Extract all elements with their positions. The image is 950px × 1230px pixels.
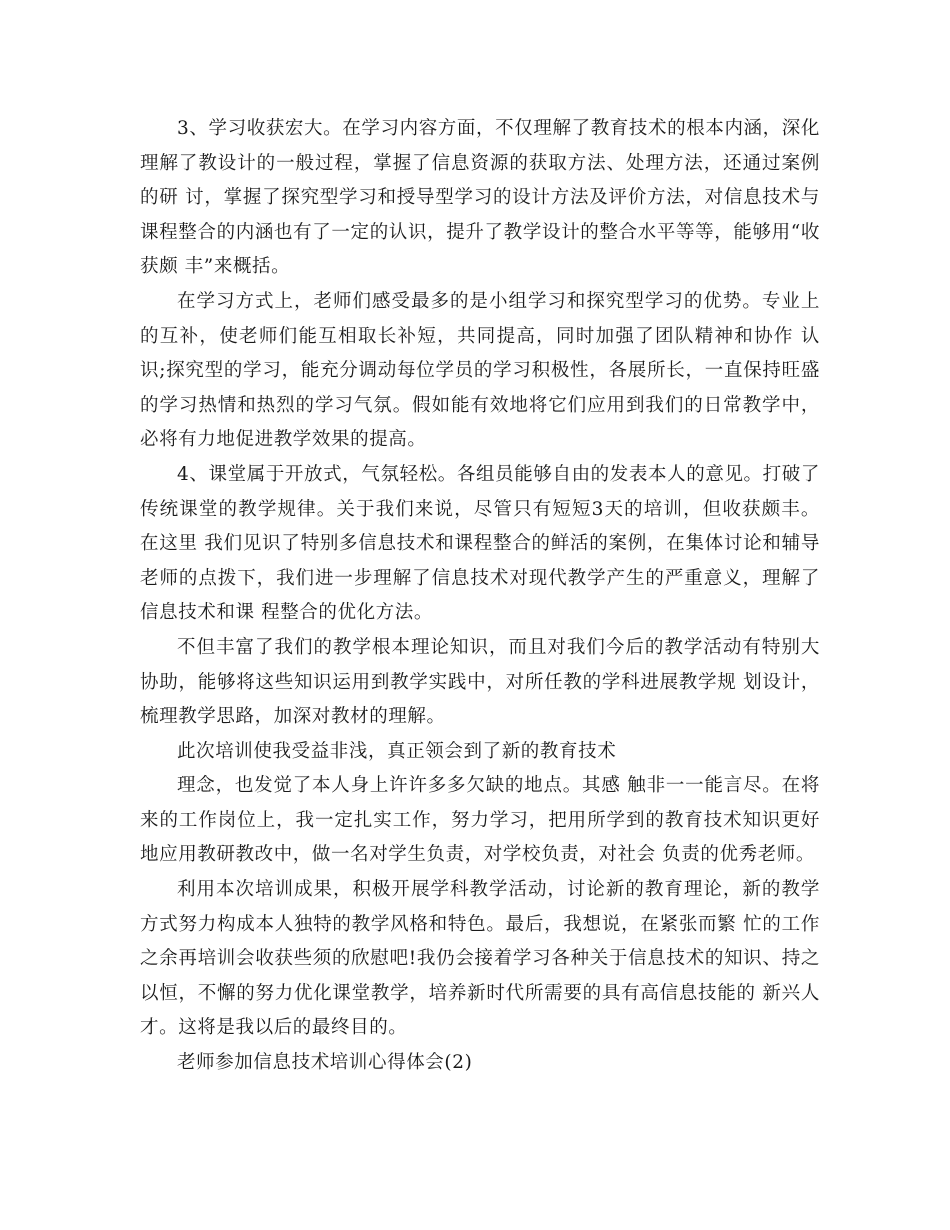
paragraph-learning-methods: 在学习方式上，老师们感受最多的是小组学习和探究型学习的优势。专业上的互补，使老师们能互相取长补短，共同提高，同时加强了团队精神和协作 认识;探究型的学习，能充分调动每位学员的学习积极性，各展所长，一直保持旺盛的学习热情和热烈的学习气氛。假如能有效地将它们应用到我们的日常教学中， 必将有力地促进教学效果的提高。: [140, 290, 820, 451]
paragraph-theory-knowledge: 不但丰富了我们的教学根本理论知识，而且对我们今后的教学活动有特别大协助，能够将这些知识运用到教学实践中，对所任教的学科进展教学规 划设计，梳理教学思路，加深对教材的理解。: [140, 636, 820, 728]
paragraph-training-benefit: 此次培训使我受益非浅，真正领会到了新的教育技术: [177, 740, 617, 762]
paragraph-concept-reflection: 理念，也发觉了本人身上许许多多欠缺的地点。其感 触非一一能言尽。在将来的工作岗位上，我一定扎实工作，努力学习，把用所学到的教育技术知识更好地应用教研教改中，做一名对学生负责，对学校负责，对社会 负责的优秀老师。: [140, 775, 820, 866]
paragraph-future-goals: 利用本次培训成果，积极开展学科教学活动，讨论新的教育理论，新的教学方式努力构成本人独特的教学风格和特色。最后，我想说，在紧张而繁 忙的工作之余再培训会收获些须的欣慰吧!我仍会接着学习各种关于信息技术的知识、持之以恒，不懈的努力优化课堂教学，培养新时代所需要的具有高信息技能的 新兴人才。这将是我以后的最终目的。: [140, 879, 820, 1039]
section-heading: 老师参加信息技术培训心得体会(2): [177, 1052, 473, 1074]
paragraph-learning-gains: 3、学习收获宏大。在学习内容方面，不仅理解了教育技术的根本内涵，深化理解了教设计的一般过程，掌握了信息资源的获取方法、处理方法，还通过案例的研 讨，掌握了探究型学习和授导型学习的设计方法及评价方法，对信息技术与课程整合的内涵也有了一定的认识，提升了教学设计的整合水平等等，能够用“收获颇 丰”来概括。: [140, 118, 820, 278]
paragraph-open-classroom: 4、课堂属于开放式，气氛轻松。各组员能够自由的发表本人的意见。打破了传统课堂的教学规律。关于我们来说，尽管只有短短3天的培训，但收获颇丰。在这里 我们见识了特别多信息技术和课程整合的鲜活的案例，在集体讨论和辅导老师的点拨下，我们进一步理解了信息技术对现代教学产生的严重意义，理解了信息技术和课 程整合的优化方法。: [140, 463, 820, 624]
document-body: [140, 112, 820, 1081]
